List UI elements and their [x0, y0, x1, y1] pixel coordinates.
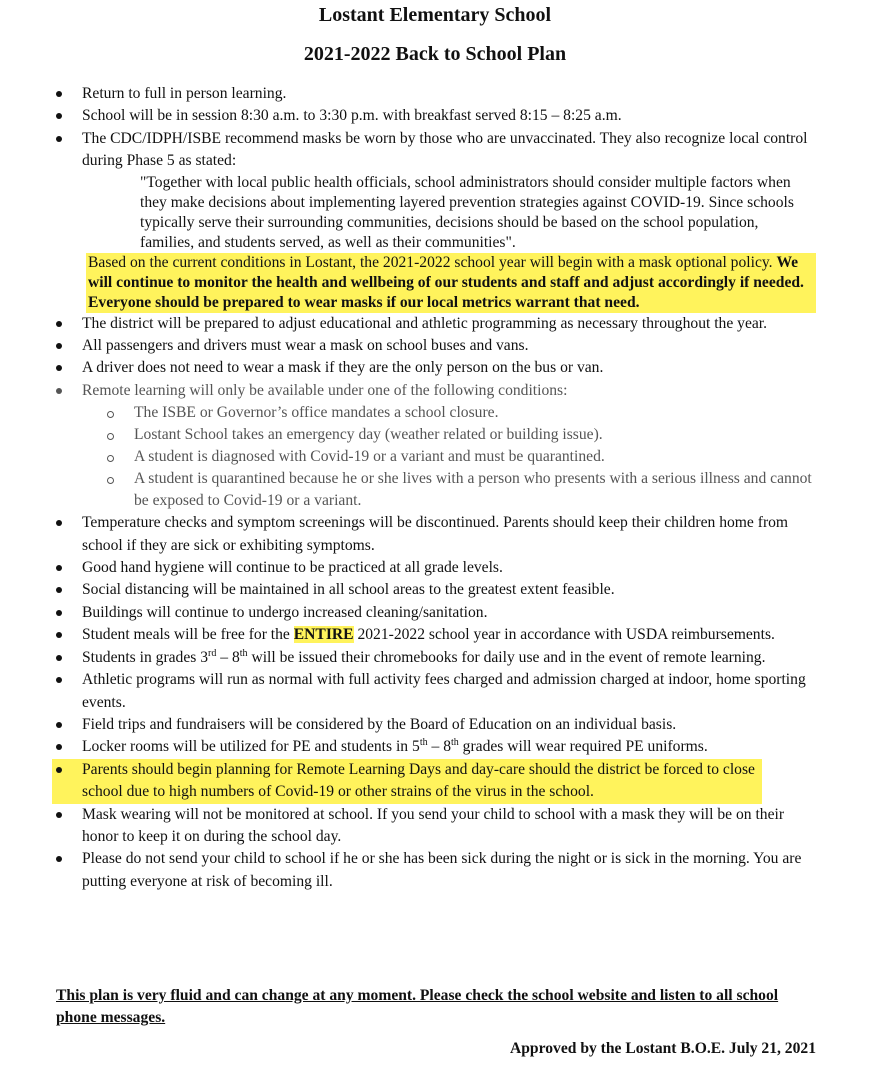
list-item	[0, 557, 870, 579]
item-text: Return to full in person learning.	[82, 85, 287, 102]
item-text: Mask wearing will not be monitored at school. If you send your child to school with a mask they will be on their honor to keep it on during the school day.	[82, 805, 785, 845]
remote-planning-highlight: Parents should begin planning for Remote Learning Days and day-care should the district be forced to close school due to high numbers of Covid-19 or other strains of the virus in the school.	[82, 760, 755, 801]
list-item	[0, 669, 870, 714]
cdc-quote: "Together with local public health officials, school administrators should consider multiple factors when they make decisions about implementing layered prevention strategies against COVID-19. Since schools typically serve their surrounding communities, decisions should be based on the school population, families, and students served, as well as their communities".	[140, 173, 794, 251]
item-text: grades will wear required PE uniforms.	[458, 738, 708, 756]
list-item	[0, 624, 870, 646]
list-item	[0, 357, 870, 379]
item-text: – 8	[216, 648, 240, 666]
list-item	[0, 759, 870, 804]
superscript: th	[239, 647, 248, 659]
sub-item	[0, 468, 870, 512]
list-item	[0, 602, 870, 624]
list-item	[0, 714, 870, 736]
list-item	[0, 647, 870, 669]
sub-item	[0, 424, 870, 446]
item-text: Please do not send your child to school if he or she has been sick during the night or is sick in the morning. You are putting everyone at risk of becoming ill.	[82, 850, 802, 890]
item-text: The district will be prepared to adjust educational and athletic programming as necessary throughout the year.	[82, 314, 768, 332]
list-item	[0, 313, 870, 335]
list-item	[0, 736, 870, 758]
item-text: Remote learning will only be available under one of the following conditions:	[82, 381, 568, 399]
item-text: School will be in session 8:30 a.m. to 3:30 p.m. with breakfast served 8:15 – 8:25 a.m.	[82, 107, 622, 125]
item-text: The CDC/IDPH/ISBE recommend masks be worn by those who are unvaccinated. They also recognize local control during Phase 5 as stated:	[82, 129, 808, 170]
item-text: Temperature checks and symptom screenings will be discontinued. Parents should keep their children home from school if they are sick or exhibiting symptoms.	[82, 514, 789, 554]
item-text: Social distancing will be maintained in all school areas to the greatest extent feasible.	[82, 581, 615, 599]
item-text: All passengers and drivers must wear a mask on school buses and vans.	[82, 337, 529, 355]
item-text: A driver does not need to wear a mask if they are the only person on the bus or van.	[82, 359, 604, 377]
list-item	[0, 512, 870, 557]
fluid-plan-notice: This plan is very fluid and can change at any moment. Please check the school website and listen to all school phone messages.	[56, 987, 779, 1026]
approval-line: Approved by the Lostant B.O.E. July 21, 2021	[509, 1040, 816, 1057]
item-text: 2021-2022 school year in accordance with USDA reimbursements.	[353, 626, 775, 644]
item-text: Field trips and fundraisers will be considered by the Board of Education on an individual basis.	[82, 715, 677, 733]
plan-list	[0, 83, 870, 893]
item-text: Good hand hygiene will continue to be practiced at all grade levels.	[82, 559, 503, 577]
list-item	[0, 105, 870, 127]
item-text: will be issued their chromebooks for daily use and in the event of remote learning.	[247, 648, 766, 666]
mask-policy-highlight	[86, 253, 816, 313]
sub-item-text: A student is diagnosed with Covid-19 or a variant and must be quarantined.	[134, 448, 605, 466]
list-item	[0, 380, 870, 402]
list-item	[0, 848, 870, 893]
school-title: Lostant Elementary School	[318, 4, 552, 26]
item-text: – 8	[427, 738, 451, 756]
sub-item-text: Lostant School takes an emergency day (weather related or building issue).	[134, 426, 603, 444]
item-text: Buildings will continue to undergo increased cleaning/sanitation.	[82, 603, 488, 621]
superscript: th	[419, 737, 428, 749]
sub-item	[0, 402, 870, 424]
list-item	[0, 579, 870, 601]
item-text: Athletic programs will run as normal with full activity fees charged and admission charged at indoor, home sporting events.	[82, 671, 806, 711]
superscript: rd	[208, 647, 217, 659]
entire-highlight: ENTIRE	[293, 626, 354, 644]
sub-item	[0, 446, 870, 468]
list-item	[0, 83, 870, 105]
list-item	[0, 804, 870, 849]
superscript: th	[450, 737, 459, 749]
mask-policy-bold: We will continue to monitor the health and wellbeing of our students and staff and adjust accordingly if needed. Everyone should be prepared to wear masks if our local metrics warrant that need.	[88, 253, 804, 311]
plan-title: 2021-2022 Back to School Plan	[303, 43, 567, 65]
list-item	[0, 128, 870, 173]
item-text: Locker rooms will be utilized for PE and students in 5	[82, 738, 420, 756]
mask-policy-text: Based on the current conditions in Lostant, the 2021-2022 school year will begin with a mask optional policy.	[88, 253, 777, 271]
sub-item-text: The ISBE or Governor’s office mandates a school closure.	[134, 404, 499, 422]
item-text: Students in grades 3	[82, 648, 209, 666]
list-item	[0, 335, 870, 357]
sub-item-text: A student is quarantined because he or she lives with a person who presents with a serious illness and cannot be exposed to Covid-19 or a variant.	[134, 470, 812, 510]
item-text: Student meals will be free for the	[82, 626, 294, 644]
